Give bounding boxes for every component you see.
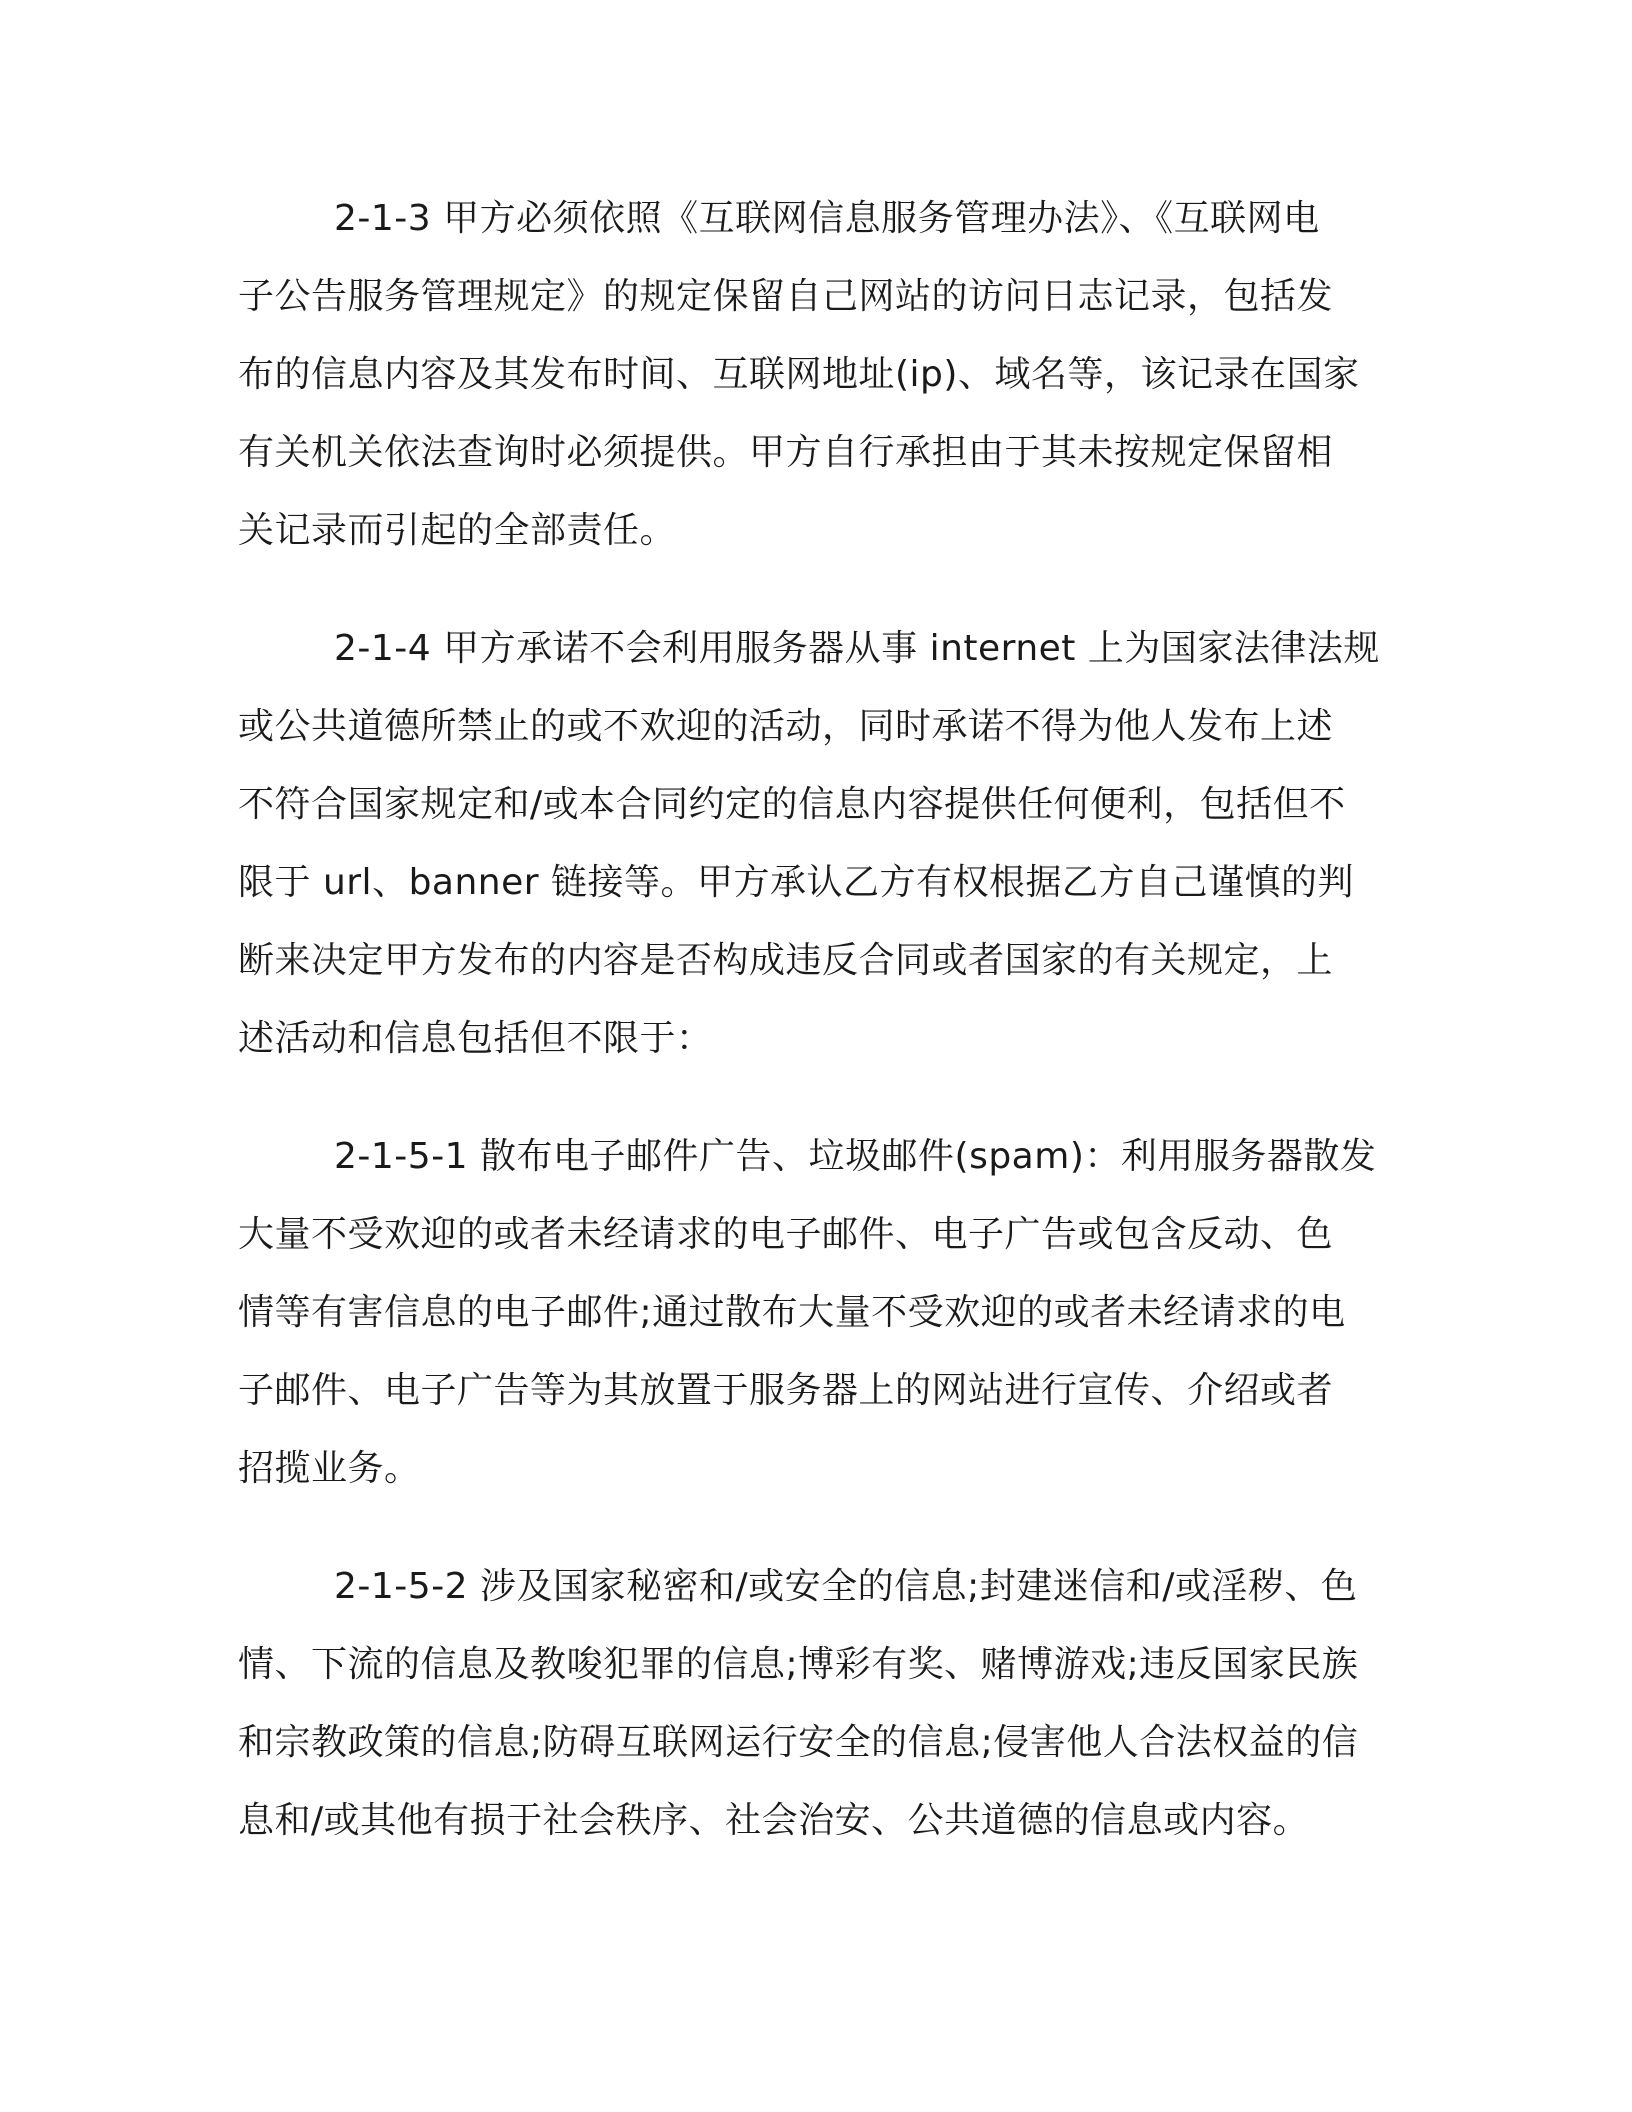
text-line: 不符合国家规定和/或本合同约定的信息内容提供任何便利，包括但不 [238,784,1346,825]
text-line: 情、下流的信息及教唆犯罪的信息;博彩有奖、赌博游戏;违反国家民族 [238,1644,1359,1685]
text-line: 关记录而引起的全部责任。 [238,510,677,551]
clause-2-1-4 [238,610,1386,1078]
text-line: 情等有害信息的电子邮件;通过散布大量不受欢迎的或者未经请求的电 [238,1292,1346,1333]
text-line: 2-1-5-2 涉及国家秘密和/或安全的信息;封建迷信和/或淫秽、色 [334,1566,1358,1607]
text-line: 断来决定甲方发布的内容是否构成违反合同或者国家的有关规定，上 [238,940,1334,981]
clause-2-1-5-2 [238,1548,1386,1860]
clause-2-1-5-1 [238,1118,1386,1508]
text-line: 或公共道德所禁止的或不欢迎的活动，同时承诺不得为他人发布上述 [238,706,1334,747]
text-line: 和宗教政策的信息;防碍互联网运行安全的信息;侵害他人合法权益的信 [238,1722,1359,1763]
text-line: 2-1-4 甲方承诺不会利用服务器从事 internet 上为国家法律法规 [334,628,1380,669]
clause-2-1-3 [238,180,1386,570]
text-line: 子邮件、电子广告等为其放置于服务器上的网站进行宣传、介绍或者 [238,1370,1334,1411]
text-line: 2-1-3 甲方必须依照《互联网信息服务管理办法》、《互联网电 [334,198,1320,239]
text-line: 子公告服务管理规定》的规定保留自己网站的访问日志记录，包括发 [238,276,1334,317]
document-body [238,180,1386,1900]
text-line: 有关机关依法查询时必须提供。甲方自行承担由于其未按规定保留相 [238,432,1334,473]
text-line: 招揽业务。 [238,1448,421,1489]
text-line: 2-1-5-1 散布电子邮件广告、垃圾邮件(spam)：利用服务器散发 [334,1136,1377,1177]
text-line: 限于 url、banner 链接等。甲方承认乙方有权根据乙方自己谨慎的判 [238,862,1355,903]
text-line: 布的信息内容及其发布时间、互联网地址(ip)、域名等，该记录在国家 [238,354,1360,395]
text-line: 述活动和信息包括但不限于： [238,1018,713,1059]
text-line: 息和/或其他有损于社会秩序、社会治安、公共道德的信息或内容。 [238,1800,1310,1841]
text-line: 大量不受欢迎的或者未经请求的电子邮件、电子广告或包含反动、色 [238,1214,1334,1255]
